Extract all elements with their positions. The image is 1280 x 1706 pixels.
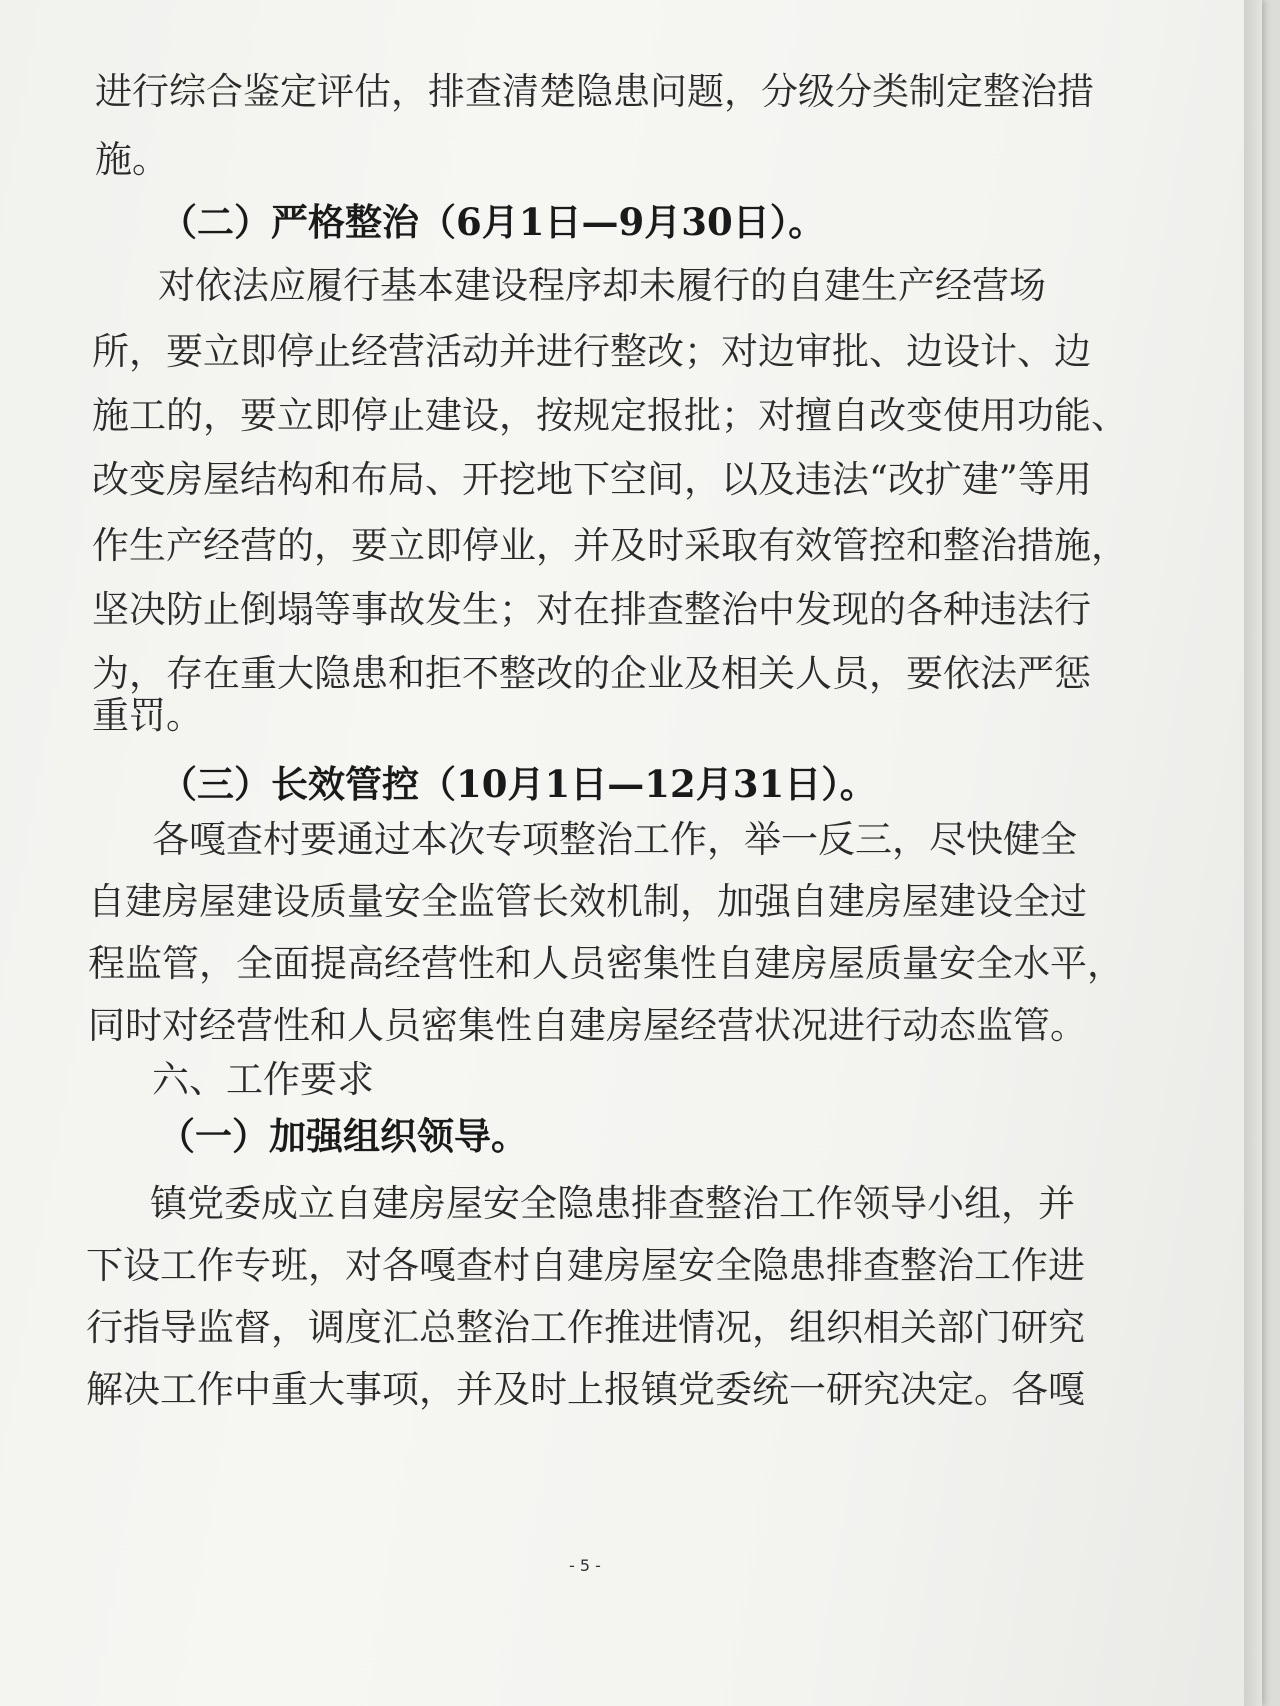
subsection-heading-strengthen-leadership: （一）加强组织领导。 [158, 1114, 528, 1158]
page-number: - 5 - [569, 1556, 601, 1575]
text-line: 同时对经营性和人员密集性自建房屋经营状况进行动态监管。 [88, 1004, 1087, 1047]
text-line: 所，要立即停止经营活动并进行整改；对边审批、边设计、边 [92, 330, 1091, 373]
text-line: 对依法应履行基本建设程序却未履行的自建生产经营场 [158, 264, 1046, 307]
text-line: 重罚。 [92, 694, 203, 737]
text-line: 各嘎查村要通过本次专项整治工作，举一反三，尽快健全 [152, 818, 1077, 861]
section-heading-work-requirements: 六、工作要求 [152, 1058, 374, 1101]
text-line: 为，存在重大隐患和拒不整改的企业及相关人员，要依法严惩 [92, 652, 1091, 695]
text-line: 行指导监督，调度汇总整治工作推进情况，组织相关部门研究 [86, 1306, 1085, 1349]
section-heading-long-term-control: （三）长效管控（10月1日—12月31日）。 [160, 762, 877, 806]
text-line: 镇党委成立自建房屋安全隐患排查整治工作领导小组，并 [150, 1182, 1075, 1225]
text-line: 程监管，全面提高经营性和人员密集性自建房屋质量安全水平， [88, 942, 1124, 985]
text-line: 施工的，要立即停止建设，按规定报批；对擅自改变使用功能、 [92, 394, 1128, 437]
text-line: 改变房屋结构和布局、开挖地下空间，以及违法“改扩建”等用 [92, 458, 1092, 501]
section-heading-strict-rectification: （二）严格整治（6月1日—9月30日）。 [160, 200, 826, 244]
text-line: 坚决防止倒塌等事故发生；对在排查整治中发现的各种违法行 [92, 588, 1091, 631]
text-line: 进行综合鉴定评估，排查清楚隐患问题，分级分类制定整治措 [95, 70, 1094, 113]
text-line: 自建房屋建设质量安全监管长效机制，加强自建房屋建设全过 [88, 880, 1087, 923]
page-edge [1244, 0, 1262, 1706]
text-line: 作生产经营的，要立即停业，并及时采取有效管控和整治措施， [92, 524, 1128, 567]
text-line: 施。 [95, 138, 169, 181]
text-line: 解决工作中重大事项，并及时上报镇党委统一研究决定。各嘎 [86, 1368, 1085, 1411]
text-line: 下设工作专班，对各嘎查村自建房屋安全隐患排查整治工作进 [86, 1244, 1085, 1287]
